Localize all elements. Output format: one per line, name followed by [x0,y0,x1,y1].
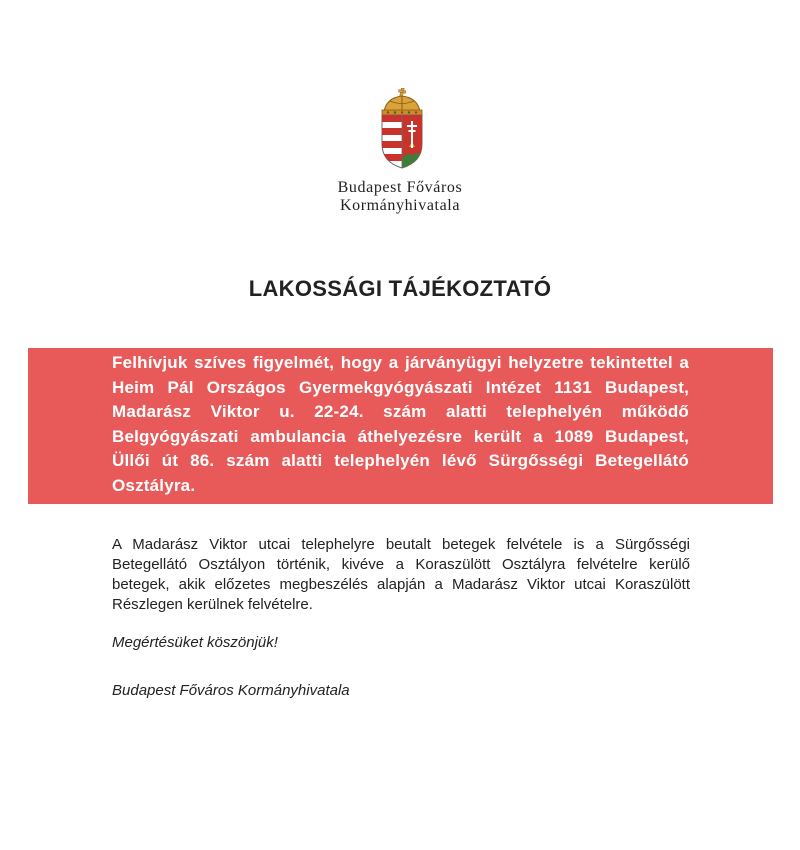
org-name-line2: Kormányhivatala [339,197,461,214]
page-title: LAKOSSÁGI TÁJÉKOZTATÓ [248,276,552,301]
signature-text: Budapest Főváros Kormányhivatala [112,682,350,699]
notice-text: Felhívjuk szíves figyelmét, hogy a járványügyi helyzetre tekintettel a Heim Pál Országos Gyermekgyógyászati Intézet 1131 Budapest, Madarász Viktor u. 22-24. szám alatti telephelyén működő Belgyógyászati ambulancia áthelyezésre került a 1089 Budapest, Üllői út 86. szám alatti telephelyén lévő Sürgősségi Betegellátó Osztályra. [112,353,689,495]
body-paragraph: A Madarász Viktor utcai telephelyre beutalt betegek felvétele is a Sürgősségi Betegellátó Osztályon történik, kivéve a Koraszülött Osztályra felvételre kerülő betegek, akik előzetes megbeszélés alapján a Madarász Viktor utcai Koraszülött Részlegen kerülnek felvételre. [112,536,690,613]
thanks-text: Megértésüket köszönjük! [112,634,278,651]
notice-box [28,348,773,504]
hungarian-coat-of-arms-icon [376,88,428,170]
org-name-line1: Budapest Főváros [337,179,463,196]
